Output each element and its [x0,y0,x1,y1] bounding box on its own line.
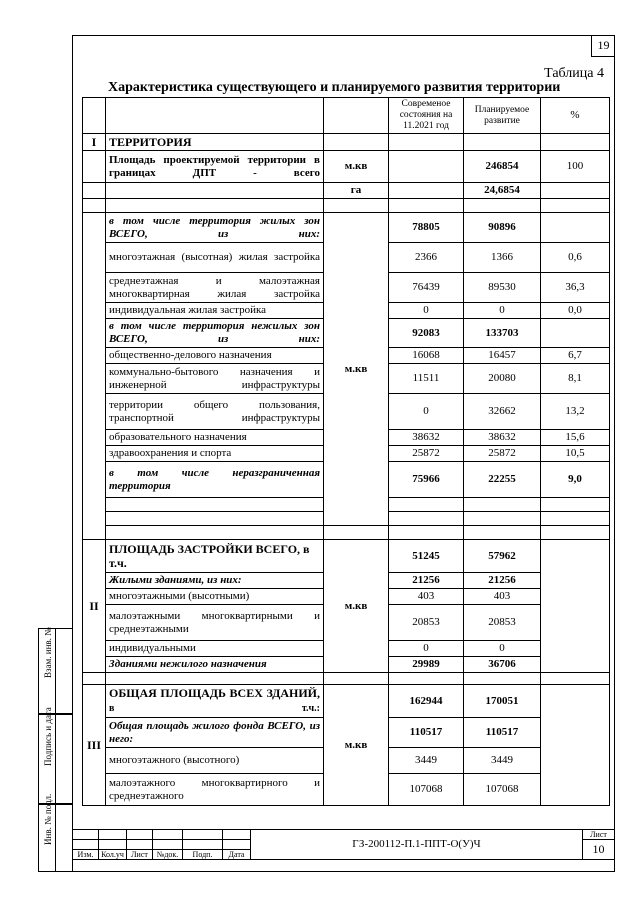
header-current: Современое состояния на 11.2021 год [389,98,464,134]
table-row: здравоохранения и спорта 25872 25872 10,5 [83,446,610,462]
table-row: общественно-делового назначения 16068 16457 6,7 [83,348,610,364]
table-row: индивидуальная жилая застройка 0 0 0,0 [83,303,610,319]
table-label: Таблица 4 [544,66,604,81]
table-row: коммунально-бытового назначения и инженерной инфраструктуры 11511 20080 8,1 [83,364,610,394]
table-row: образовательного назначения 38632 38632 15,6 [83,430,610,446]
table-row: Жилыми зданиями, из них: 21256 21256 [83,573,610,589]
side-field-signature: Подпись и дата [38,714,72,804]
table-row: Площадь проектируемой территории в границах ДПТ - всего м.кв 246854 100 [83,151,610,183]
table-row: в том числе территория жилых зон ВСЕГО, из них: м.кв 78805 90896 [83,213,610,243]
sheet-number: 10 [583,840,615,860]
characteristics-table [82,97,610,806]
table-row: многоэтажного (высотного) 3449 3449 [83,748,610,774]
spacer-row [83,199,610,213]
section-title: ПЛОЩАДЬ ЗАСТРОЙКИ ВСЕГО, в т.ч. [106,540,324,573]
table-row: га 24,6854 [83,183,610,199]
table-title: Характеристика существующего и планируемого развития территории [108,80,561,95]
table-row: III ОБЩАЯ ПЛОЩАДЬ ВСЕХ ЗДАНИЙ, в т.ч.: м.кв 162944 170051 [83,685,610,718]
table-row: территории общего пользования, транспортной инфраструктуры 0 32662 13,2 [83,394,610,430]
table-row: II ПЛОЩАДЬ ЗАСТРОЙКИ ВСЕГО, в т.ч. м.кв 51245 57962 [83,540,610,573]
table-row: многоэтажными (высотными) 403 403 [83,589,610,605]
table-row: малоэтажного многоквартирного и среднеэтажного 107068 107068 [83,774,610,806]
spacer-row [83,526,610,540]
document-code: ГЗ-200112-П.1-ППТ-О(У)Ч [251,830,583,860]
header-percent: % [541,98,610,134]
table-row: малоэтажными многоквартирными и среднеэтажными 20853 20853 [83,605,610,641]
spacer-row [83,673,610,685]
title-block: ГЗ-200112-П.1-ППТ-О(У)Ч Лист 10 Изм. Кол.уч Лист №док. Подп. Дата [72,829,615,860]
page-number: 19 [591,35,615,57]
table-row: I ТЕРРИТОРИЯ [83,134,610,151]
table-row: многоэтажная (высотная) жилая застройка 2366 1366 0,6 [83,243,610,273]
table-row: в том числе территория нежилых зон ВСЕГО, из них: 92083 133703 [83,319,610,348]
side-field-inventory: Инв. № подл. [38,804,72,872]
header-planned: Планируемое развитие [464,98,541,134]
table-row: Зданиями нежилого назначения 29989 36706 [83,657,610,673]
table-row: индивидуальными 0 0 [83,641,610,657]
table-row: в том числе неразграниченная территория 75966 22255 9,0 [83,462,610,498]
table-row: Общая площадь жилого фонда ВСЕГО, из него: 110517 110517 [83,718,610,748]
section-title: ТЕРРИТОРИЯ [106,134,324,151]
sheet-label: Лист [583,830,615,840]
table-header-row [83,98,610,134]
section-title: ОБЩАЯ ПЛОЩАДЬ ВСЕХ ЗДАНИЙ, в т.ч.: [106,685,324,718]
table-row: среднеэтажная и малоэтажная многоквартирная жилая застройка 76439 89530 36,3 [83,273,610,303]
side-field-replacement: Взам. инв. № [38,628,72,714]
